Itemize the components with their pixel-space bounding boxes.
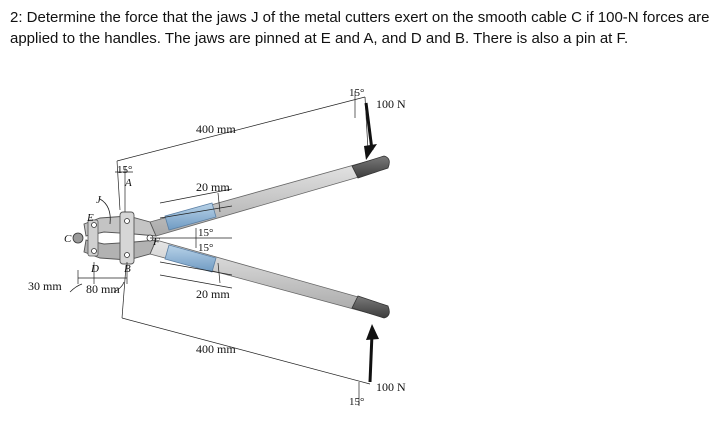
- lower-handle: [150, 240, 389, 318]
- jaw-mechanism: [73, 199, 156, 264]
- label-J: J: [96, 194, 101, 206]
- label-B: B: [124, 263, 131, 275]
- pin-B: [125, 253, 130, 258]
- dim-30mm: 30 mm: [28, 279, 62, 293]
- pin-A: [125, 219, 130, 224]
- pin-D: [92, 249, 97, 254]
- upper-grip: [352, 156, 389, 178]
- force-top-label: 100 N: [376, 97, 406, 111]
- problem-statement: 2: Determine the force that the jaws J of the metal cutters exert on the smooth cable C if 100-N forces are applied to the handles. The jaws are pinned at E and A, and D and B. There is also a pin at F.: [10, 9, 710, 47]
- lower-grip: [352, 296, 389, 318]
- angle-mid-lower: 15°: [198, 242, 214, 254]
- angle-jaw-A: 15°: [117, 164, 133, 176]
- force-bottom-label: 100 N: [376, 380, 406, 394]
- label-D: D: [91, 263, 99, 275]
- dim-lower-20: 20 mm: [196, 287, 230, 301]
- cable: [73, 233, 83, 243]
- label-F: F: [153, 236, 160, 248]
- dim-upper-20: 20 mm: [196, 180, 230, 194]
- dim-bottom-400: 400 mm: [196, 342, 236, 356]
- dim-top-400: 400 mm: [196, 122, 236, 136]
- angle-bottom-force: 15°: [349, 396, 365, 408]
- label-E: E: [87, 212, 94, 224]
- upper-handle: [150, 156, 389, 236]
- dim-80mm: 80 mm: [86, 282, 120, 296]
- angle-mid-upper: 15°: [198, 227, 214, 239]
- force-bottom: [366, 324, 379, 382]
- angle-top-force: 15°: [349, 87, 365, 99]
- force-top: [364, 103, 377, 160]
- label-C: C: [64, 233, 72, 245]
- label-A: A: [125, 177, 132, 189]
